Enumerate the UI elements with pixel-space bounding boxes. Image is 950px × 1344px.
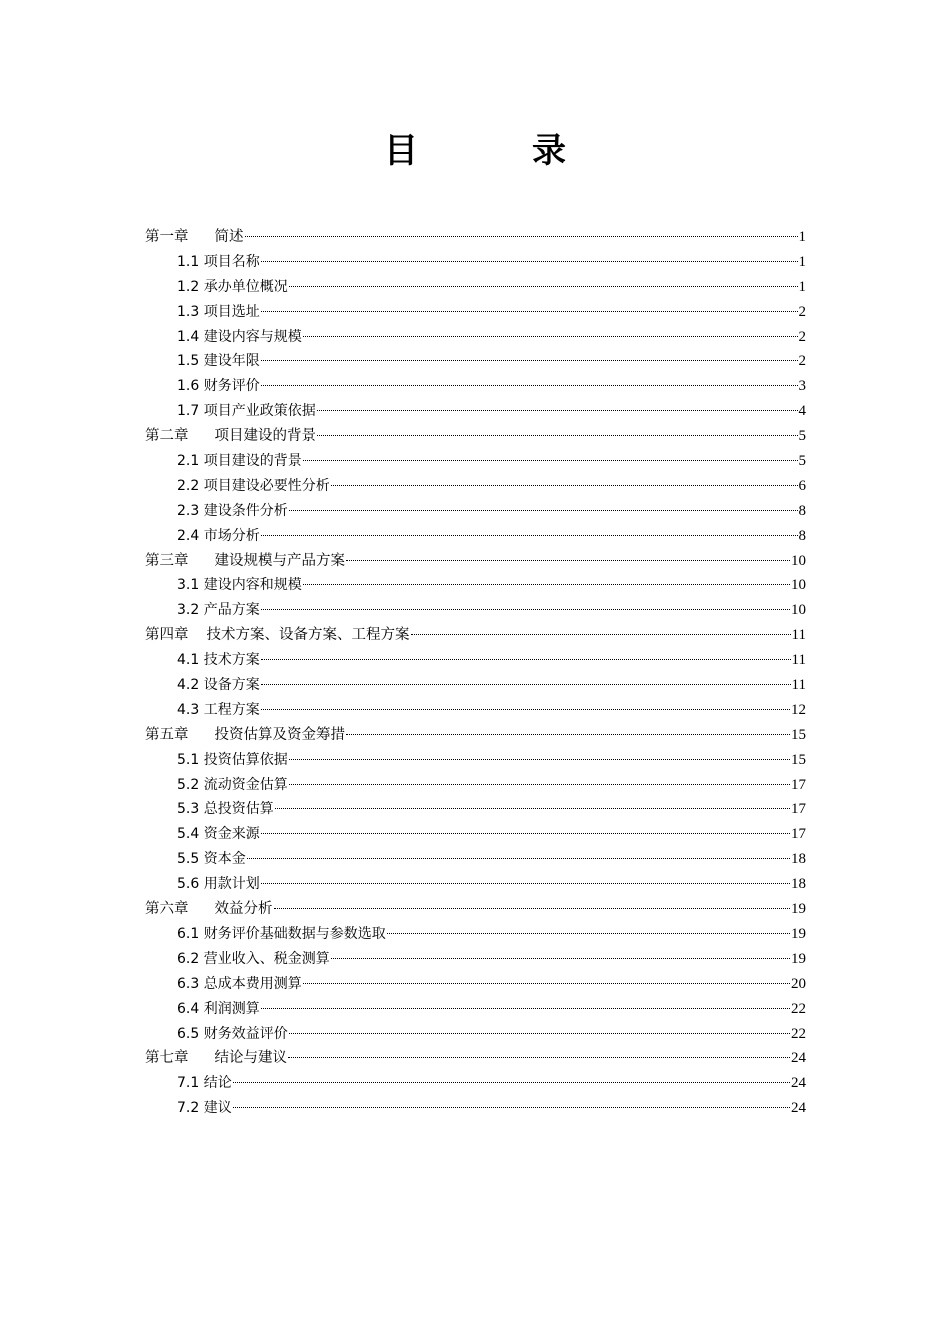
toc-chapter-entry[interactable] xyxy=(145,723,806,748)
toc-entry-title: 技术方案、设备方案、工程方案 xyxy=(206,627,410,644)
toc-page-number: 19 xyxy=(791,950,806,967)
toc-section-entry[interactable] xyxy=(145,598,806,623)
toc-dot-leader xyxy=(261,261,798,262)
toc-entry-title: 1.2 承办单位概况 xyxy=(177,278,288,295)
toc-page-number: 22 xyxy=(791,1000,806,1017)
toc-page-number: 24 xyxy=(791,1050,806,1067)
toc-entry-title: 1.4 建设内容与规模 xyxy=(177,328,302,345)
toc-section-entry[interactable] xyxy=(145,698,806,723)
toc-dot-leader xyxy=(289,759,790,760)
toc-entry-title: 简述 xyxy=(214,229,244,245)
toc-section-entry[interactable] xyxy=(145,325,806,350)
toc-section-entry[interactable] xyxy=(145,573,806,598)
toc-entry-title: 6.2 营业收入、税金测算 xyxy=(177,950,330,967)
toc-section-entry[interactable] xyxy=(145,1071,806,1096)
toc-page-number: 10 xyxy=(791,577,806,594)
toc-entry-title: 4.2 设备方案 xyxy=(177,677,260,694)
toc-dot-leader xyxy=(331,958,790,959)
toc-entry-title: 3.1 建设内容和规模 xyxy=(177,577,302,594)
toc-entry-title: 7.2 建议 xyxy=(177,1100,232,1117)
toc-section-entry[interactable] xyxy=(145,399,806,424)
toc-section-entry[interactable] xyxy=(145,847,806,872)
toc-page-number: 3 xyxy=(798,378,806,395)
toc-section-entry[interactable] xyxy=(145,499,806,524)
toc-entry-title: 7.1 结论 xyxy=(177,1075,232,1092)
toc-entry-title: 2.4 市场分析 xyxy=(177,527,260,544)
toc-page-number: 6 xyxy=(798,477,806,494)
toc-entry-title: 5.2 流动资金估算 xyxy=(177,776,288,793)
toc-page-number: 19 xyxy=(791,901,806,918)
toc-page-number: 1 xyxy=(798,278,806,295)
toc-section-entry[interactable] xyxy=(145,648,806,673)
toc-section-entry[interactable] xyxy=(145,524,806,549)
toc-page-number: 17 xyxy=(791,801,806,818)
toc-section-entry[interactable] xyxy=(145,349,806,374)
toc-dot-leader xyxy=(261,360,798,361)
toc-section-entry[interactable] xyxy=(145,997,806,1022)
toc-chapter-entry[interactable] xyxy=(145,424,806,449)
toc-entry-title: 5.3 总投资估算 xyxy=(177,801,274,818)
toc-dot-leader xyxy=(261,535,798,536)
toc-section-entry[interactable] xyxy=(145,1096,806,1121)
toc-page-number: 5 xyxy=(798,453,806,470)
toc-dot-leader xyxy=(346,560,790,561)
toc-page-number: 11 xyxy=(791,677,806,694)
toc-chapter-entry[interactable] xyxy=(145,1046,806,1071)
toc-dot-leader xyxy=(247,858,790,859)
toc-page-number: 2 xyxy=(798,303,806,320)
toc-entry-title: 3.2 产品方案 xyxy=(177,602,260,619)
toc-entry-title: 1.1 项目名称 xyxy=(177,253,260,270)
toc-entry-title: 效益分析 xyxy=(214,901,273,918)
toc-entry-title: 6.5 财务效益评价 xyxy=(177,1025,288,1042)
toc-section-entry[interactable] xyxy=(145,1022,806,1047)
toc-dot-leader xyxy=(289,784,790,785)
toc-page-number: 24 xyxy=(791,1100,806,1117)
toc-page-number: 22 xyxy=(791,1025,806,1042)
toc-entry-title: 项目建设的背景 xyxy=(214,428,316,445)
toc-dot-leader xyxy=(289,1033,790,1034)
toc-dot-leader xyxy=(261,311,798,312)
toc-dot-leader xyxy=(233,1107,790,1108)
toc-chapter-number: 第三章 xyxy=(145,552,189,569)
toc-chapter-number: 第一章 xyxy=(145,229,189,245)
toc-section-entry[interactable] xyxy=(145,872,806,897)
toc-dot-leader xyxy=(261,1008,790,1009)
toc-page-number: 17 xyxy=(791,826,806,843)
toc-entry-title: 1.7 项目产业政策依据 xyxy=(177,403,316,420)
table-of-contents xyxy=(145,225,806,1121)
toc-dot-leader xyxy=(303,983,790,984)
toc-section-entry[interactable] xyxy=(145,797,806,822)
toc-dot-leader xyxy=(261,609,790,610)
toc-page-number: 2 xyxy=(798,353,806,370)
toc-entry-title: 6.4 利润测算 xyxy=(177,1000,260,1017)
toc-chapter-number: 第二章 xyxy=(145,428,189,445)
toc-section-entry[interactable] xyxy=(145,773,806,798)
toc-dot-leader xyxy=(387,933,790,934)
toc-page-number: 18 xyxy=(791,851,806,868)
toc-section-entry[interactable] xyxy=(145,474,806,499)
toc-chapter-number: 第四章 xyxy=(145,627,189,644)
toc-entry-title: 4.1 技术方案 xyxy=(177,652,260,669)
toc-chapter-number: 第五章 xyxy=(145,726,189,743)
toc-dot-leader xyxy=(261,833,790,834)
toc-section-entry[interactable] xyxy=(145,673,806,698)
toc-chapter-entry[interactable] xyxy=(145,897,806,922)
toc-page-number: 1 xyxy=(798,253,806,270)
toc-entry-title: 5.1 投资估算依据 xyxy=(177,751,288,768)
toc-chapter-number: 第六章 xyxy=(145,901,189,918)
toc-entry-title: 投资估算及资金筹措 xyxy=(214,726,345,743)
toc-dot-leader xyxy=(346,734,790,735)
toc-section-entry[interactable] xyxy=(145,275,806,300)
toc-section-entry[interactable] xyxy=(145,250,806,275)
toc-section-entry[interactable] xyxy=(145,748,806,773)
toc-dot-leader xyxy=(317,435,798,436)
toc-dot-leader xyxy=(289,510,798,511)
toc-entry-title: 2.1 项目建设的背景 xyxy=(177,453,302,470)
page-title: 目 录 xyxy=(384,131,606,171)
toc-entry-title: 建设规模与产品方案 xyxy=(214,552,345,569)
toc-chapter-entry[interactable] xyxy=(145,623,806,648)
toc-page-number: 15 xyxy=(791,751,806,768)
toc-page-number: 8 xyxy=(798,527,806,544)
toc-page-number: 19 xyxy=(791,925,806,942)
toc-dot-leader xyxy=(303,584,790,585)
toc-page-number: 11 xyxy=(791,652,806,669)
toc-entry-title: 2.3 建设条件分析 xyxy=(177,502,288,519)
toc-entry-title: 结论与建议 xyxy=(214,1050,287,1067)
toc-entry-title: 5.4 资金来源 xyxy=(177,826,260,843)
toc-dot-leader xyxy=(261,709,790,710)
toc-entry-title: 2.2 项目建设必要性分析 xyxy=(177,477,330,494)
toc-page-number: 17 xyxy=(791,776,806,793)
toc-chapter-entry[interactable] xyxy=(145,225,806,250)
toc-page-number: 8 xyxy=(798,502,806,519)
toc-entry-title: 1.6 财务评价 xyxy=(177,378,260,395)
toc-page-number: 1 xyxy=(798,229,806,245)
toc-dot-leader xyxy=(289,286,798,287)
toc-dot-leader xyxy=(303,460,798,461)
toc-page-number: 4 xyxy=(798,403,806,420)
toc-entry-title: 1.5 建设年限 xyxy=(177,353,260,370)
toc-page-number: 12 xyxy=(791,701,806,718)
toc-dot-leader xyxy=(261,385,798,386)
toc-section-entry[interactable] xyxy=(145,449,806,474)
toc-section-entry[interactable] xyxy=(145,972,806,997)
toc-section-entry[interactable] xyxy=(145,374,806,399)
toc-section-entry[interactable] xyxy=(145,922,806,947)
toc-page-number: 15 xyxy=(791,726,806,743)
toc-chapter-number: 第七章 xyxy=(145,1050,189,1067)
toc-page-number: 2 xyxy=(798,328,806,345)
toc-entry-title: 5.5 资本金 xyxy=(177,851,246,868)
toc-page-number: 18 xyxy=(791,876,806,893)
toc-section-entry[interactable] xyxy=(145,822,806,847)
toc-page-number: 10 xyxy=(791,552,806,569)
toc-entry-title: 1.3 项目选址 xyxy=(177,303,260,320)
toc-dot-leader xyxy=(303,336,798,337)
toc-dot-leader xyxy=(317,410,798,411)
toc-page-number: 20 xyxy=(791,975,806,992)
toc-dot-leader xyxy=(261,659,791,660)
toc-dot-leader xyxy=(261,684,791,685)
toc-dot-leader xyxy=(275,808,790,809)
toc-dot-leader xyxy=(274,908,791,909)
toc-page-number: 5 xyxy=(798,428,806,445)
toc-entry-title: 5.6 用款计划 xyxy=(177,876,260,893)
toc-page-number: 24 xyxy=(791,1075,806,1092)
toc-entry-title: 6.3 总成本费用测算 xyxy=(177,975,302,992)
toc-dot-leader xyxy=(261,883,790,884)
toc-chapter-entry[interactable] xyxy=(145,549,806,574)
toc-page-number: 10 xyxy=(791,602,806,619)
toc-entry-title: 6.1 财务评价基础数据与参数选取 xyxy=(177,925,386,942)
toc-dot-leader xyxy=(411,634,791,635)
toc-section-entry[interactable] xyxy=(145,300,806,325)
toc-entry-title: 4.3 工程方案 xyxy=(177,701,260,718)
toc-dot-leader xyxy=(233,1082,790,1083)
toc-dot-leader xyxy=(245,236,798,237)
toc-dot-leader xyxy=(288,1057,790,1058)
toc-page-number: 11 xyxy=(791,627,806,644)
toc-section-entry[interactable] xyxy=(145,947,806,972)
toc-dot-leader xyxy=(331,485,798,486)
